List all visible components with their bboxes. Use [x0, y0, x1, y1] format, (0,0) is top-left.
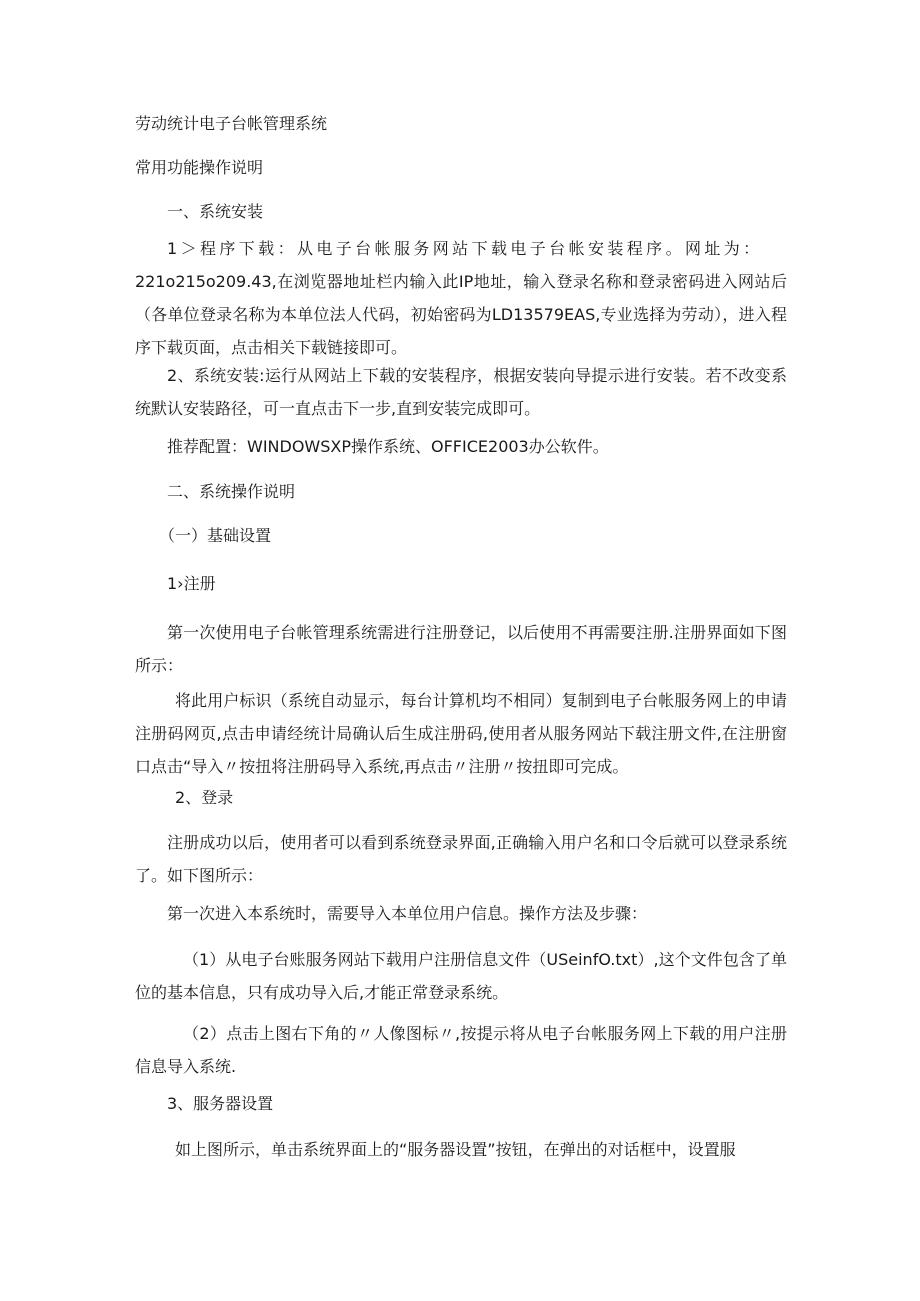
section-heading-operation: 二、系统操作说明: [167, 482, 296, 501]
paragraph-download: [135, 232, 787, 265]
heading-login: 2、登录: [175, 788, 234, 807]
paragraph-install: 2、系统安装:运行从网站上下载的安装程序，根据安装向导提示进行安装。若不改变系统默认安装路径，可一直点击下一步,直到安装完成即可。: [135, 366, 787, 418]
paragraph-register-1: 第一次使用电子台帐管理系统需进行注册登记，以后使用不再需要注册.注册界面如下图所示：: [135, 623, 787, 675]
paragraph-login-step1: （1）从电子台账服务网站下载用户注册信息文件（USeinfO.txt）,这个文件包含了单位的基本信息，只有成功导入后,才能正常登录系统。: [135, 950, 787, 1002]
heading-server-settings: 3、服务器设置: [167, 1094, 274, 1113]
paragraph-login-1: 注册成功以后，使用者可以看到系统登录界面,正确输入用户名和口令后就可以登录系统了。如下图所示：: [135, 833, 787, 885]
subsection-heading-basic: （一）基础设置: [159, 526, 272, 545]
section-heading-install: 一、系统安装: [167, 202, 264, 221]
paragraph-server-settings: 如上图所示，单击系统界面上的“服务器设置”按钮，在弹出的对话框中，设置服: [175, 1140, 736, 1159]
document-subtitle: 常用功能操作说明: [135, 158, 264, 177]
heading-register: 1›注册: [167, 574, 216, 593]
paragraph-login-2: 第一次进入本系统时，需要导入本单位用户信息。操作方法及步骤：: [167, 904, 648, 923]
paragraph-register-2: 将此用户标识（系统自动显示，每台计算机均不相同）复制到电子台帐服务网上的申请注册码网页,点击申请经统计局确认后生成注册码,使用者从服务网站下载注册文件,在注册窗口点击“导入〃按扭将注册码导入系统,再点击〃注册〃按扭即可完成。: [135, 691, 787, 776]
paragraph-login-step2: （2）点击上图右下角的〃人像图标〃,按提示将从电子台帐服务网上下载的用户注册信息导入系统.: [135, 1024, 787, 1076]
document-title: 劳动统计电子台帐管理系统: [135, 114, 328, 133]
paragraph-download-cont: 221o215o209.43,在浏览器地址栏内输入此IP地址，输入登录名称和登录密码进入网站后（各单位登录名称为本单位法人代码，初始密码为LD13579EAS,专业选择为劳动），进入程序下载页面，点击相关下载链接即可。: [135, 272, 787, 357]
download-prefix: 1＞程序下载：从电子台帐服务网站下载电子台帐安装程序。网址为：: [167, 239, 763, 258]
recommended-config: 推荐配置：WINDOWSXP操作系统、OFFICE2003办公软件。: [167, 437, 609, 456]
